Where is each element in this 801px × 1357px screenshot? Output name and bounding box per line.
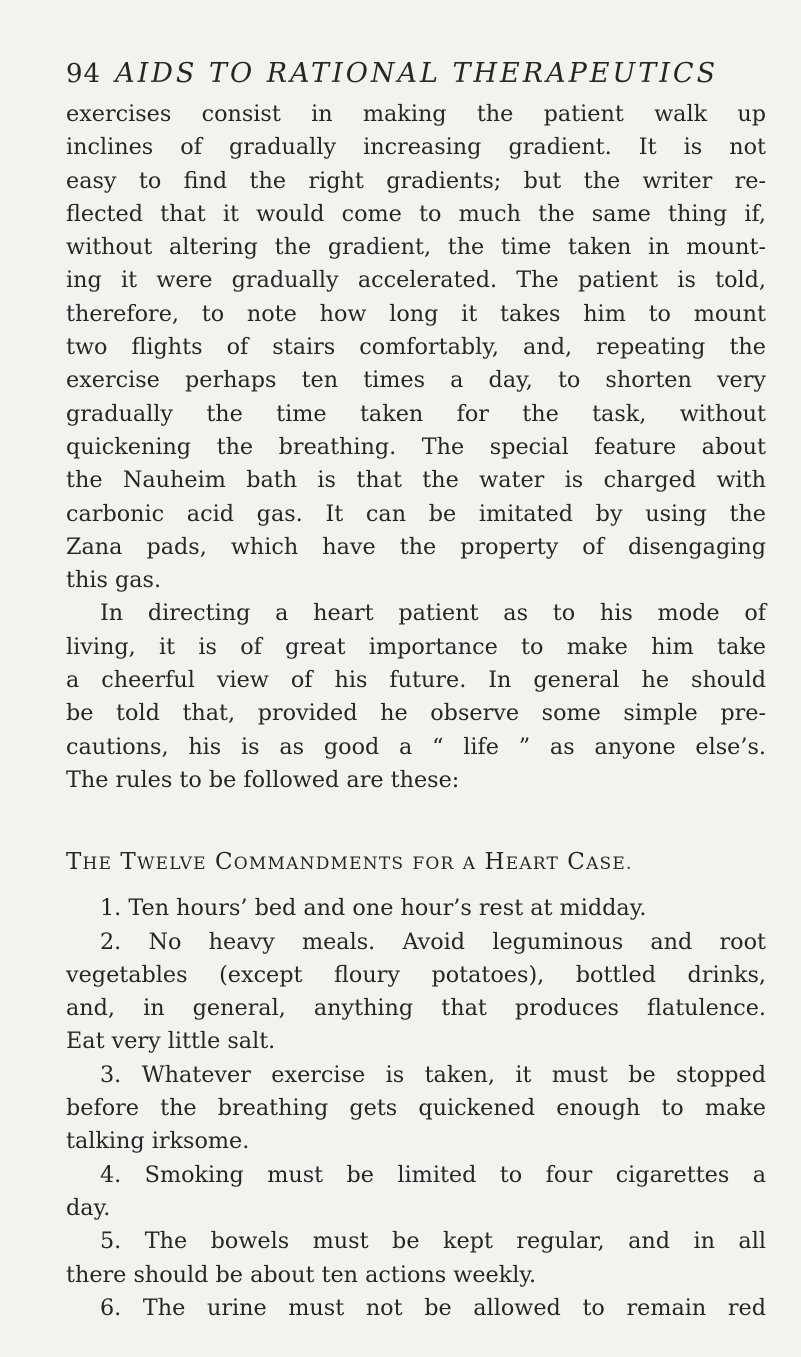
text-line: two flights of stairs comfortably, and, repeating the <box>66 334 766 361</box>
heading-word: A <box>462 854 477 875</box>
list-item: 5. The bowels must be kept regular, and in all <box>100 1228 766 1255</box>
list-item: 4. Smoking must be limited to four cigarettes a <box>100 1161 766 1188</box>
text-line: In directing a heart patient as to his mode of <box>100 600 766 627</box>
text-line: quickening the breathing. The special feature about <box>66 433 766 460</box>
text-line: cautions, his is as good a “ life ” as anyone else’s. <box>66 733 766 760</box>
list-item: 3. Whatever exercise is taken, it must be stopped <box>100 1061 766 1088</box>
text-line: ing it were gradually accelerated. The patient is told, <box>66 267 766 294</box>
list-item-continuation: there should be about ten actions weekly. <box>66 1261 537 1288</box>
text-line: therefore, to note how long it takes him to mount <box>66 300 766 327</box>
text-line: easy to find the right gradients; but the writer re- <box>66 167 766 194</box>
list-item-continuation: Eat very little salt. <box>66 1028 276 1055</box>
list-item: 2. No heavy meals. Avoid leguminous and root <box>100 928 766 955</box>
list-item: 1. Ten hours’ bed and one hour’s rest at midday. <box>100 895 647 922</box>
text-line: carbonic acid gas. It can be imitated by using the <box>66 500 766 527</box>
text-line: the Nauheim bath is that the water is charged with <box>66 467 766 494</box>
list-item-continuation: vegetables (except floury potatoes), bottled drinks, <box>66 961 766 988</box>
text-line: The rules to be followed are these: <box>66 766 460 793</box>
text-line: this gas. <box>66 567 162 594</box>
list-item-continuation: day. <box>66 1194 111 1221</box>
list-item: 6. The urine must not be allowed to remain red <box>100 1294 766 1321</box>
text-line: be told that, provided he observe some simple pre- <box>66 700 766 727</box>
running-title: AIDS TO RATIONAL THERAPEUTICS <box>115 58 719 89</box>
list-item-continuation: and, in general, anything that produces flatulence. <box>66 995 766 1022</box>
heading-word: COMMANDMENTS <box>214 849 405 876</box>
text-line: gradually the time taken for the task, without <box>66 400 766 427</box>
running-head <box>66 58 766 98</box>
text-line: flected that it would come to much the same thing if, <box>66 200 766 227</box>
text-line: a cheerful view of his future. In general he should <box>66 667 766 694</box>
body-text <box>66 98 766 797</box>
heading-word: FOR <box>412 854 455 875</box>
heading-word: CASE. <box>567 849 633 876</box>
heading-word: THE <box>66 849 113 876</box>
text-line: exercise perhaps ten times a day, to shorten very <box>66 367 766 394</box>
list-item-continuation: talking irksome. <box>66 1128 250 1155</box>
book-page <box>66 58 766 1325</box>
section-heading <box>66 846 766 892</box>
text-line: inclines of gradually increasing gradient. It is not <box>66 134 766 161</box>
text-line: exercises consist in making the patient walk up <box>66 101 766 127</box>
heading-word: HEART <box>484 849 560 876</box>
text-line: without altering the gradient, the time taken in mount- <box>66 234 766 261</box>
text-line: living, it is of great importance to make him take <box>66 633 766 660</box>
commandments-list <box>66 892 766 1325</box>
list-item-continuation: before the breathing gets quickened enough to make <box>66 1095 766 1122</box>
heading-word: TWELVE <box>120 849 207 876</box>
text-line: Zana pads, which have the property of disengaging <box>66 533 766 560</box>
page-number: 94 <box>66 59 102 89</box>
